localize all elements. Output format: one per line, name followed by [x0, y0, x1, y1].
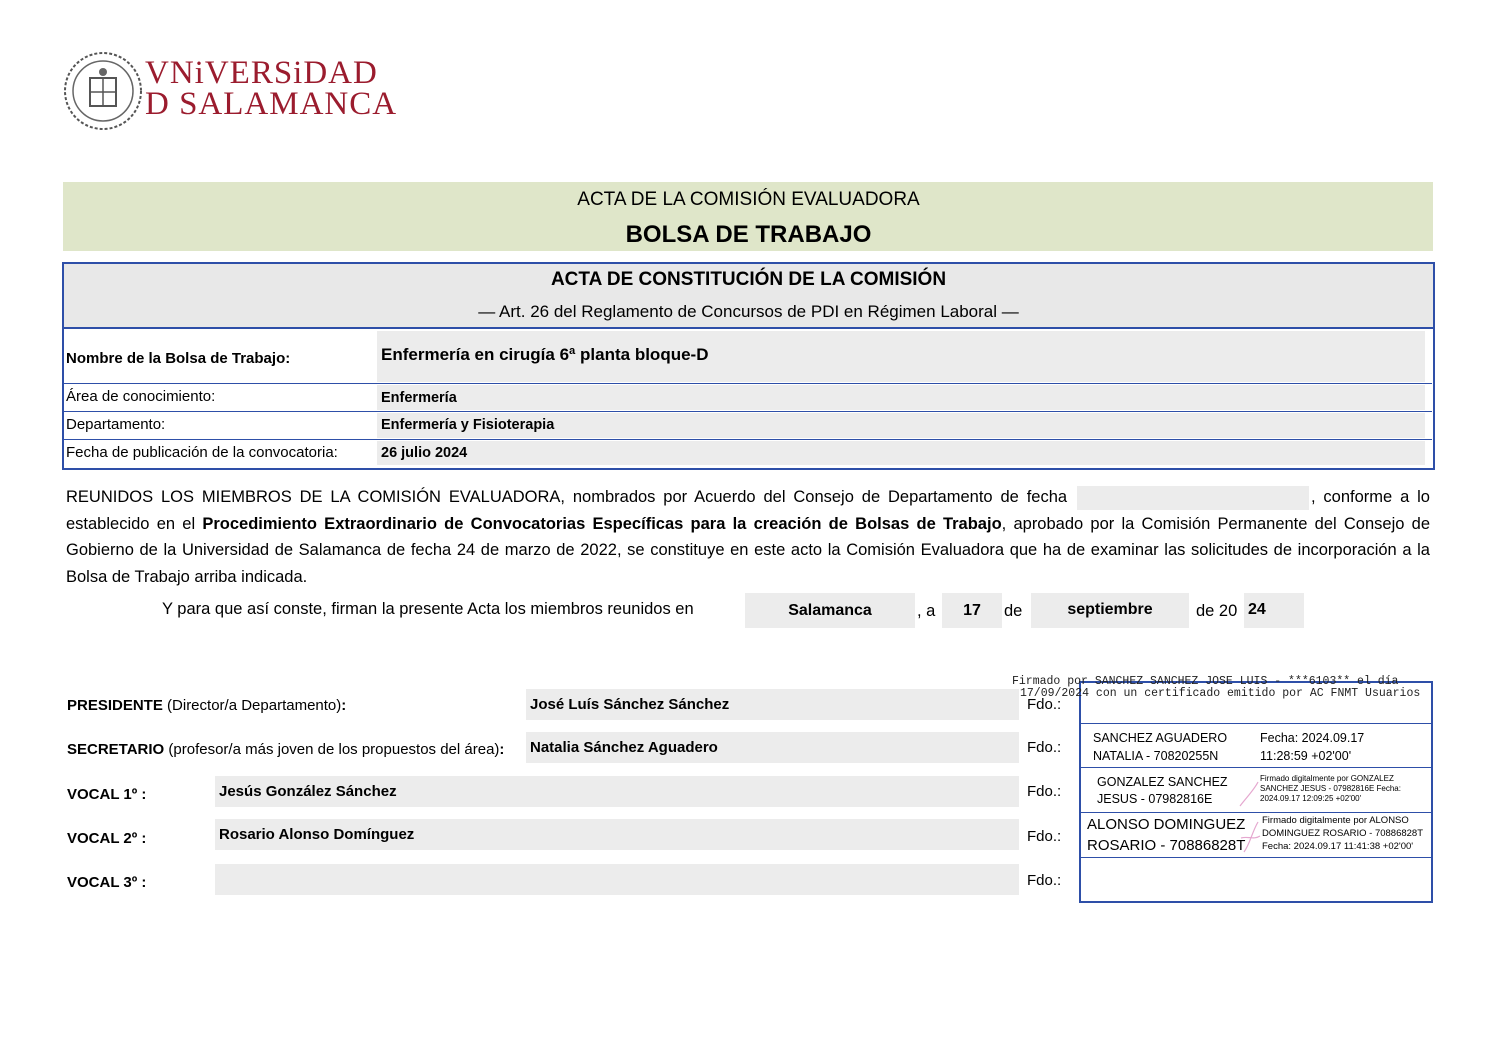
paragraph-procedure-name: Procedimiento Extraordinario de Convocatorias Específicas para la creación de Bolsas de Trabajo	[202, 514, 1002, 533]
signature-secretario-name: SANCHEZ AGUADERO NATALIA - 70820255N	[1093, 731, 1228, 763]
role-detail: (Director/a Departamento)	[167, 697, 342, 714]
paragraph-text-3: , aprobado por la Comisión Permanente del Consejo de Gobierno de la Universidad de Salamanca de fecha 24 de marzo de 2022, se constituye en este acto la Comisión Evaluadora que ha de examinar las solicitudes de incorporación a la Bolsa de Trabajo arriba indicada.	[66, 514, 1431, 586]
signature-vocal-2-scribble	[1238, 818, 1262, 854]
info-box-subtitle: — Art. 26 del Reglamento de Concursos de PDI en Régimen Laboral —	[478, 302, 1019, 321]
field-value-bolsa	[377, 331, 1425, 382]
field-value-fecha	[377, 441, 1425, 465]
fdo-label: Fdo.:	[1027, 828, 1062, 845]
area-value: Enfermería	[381, 390, 457, 406]
member-name-vocal-2: Rosario Alonso Domínguez	[215, 819, 1019, 850]
signature-vocal-2-name: ALONSO DOMINGUEZ ROSARIO - 70886828T	[1087, 816, 1246, 854]
bolsa-name: Enfermería en cirugía 6ª planta bloque-D	[381, 345, 709, 364]
fdo-label: Fdo.:	[1027, 739, 1062, 756]
signature-divider	[1081, 812, 1431, 813]
member-label-vocal-2: VOCAL 2º :	[67, 830, 147, 847]
field-label-fecha: Fecha de publicación de la convocatoria:	[66, 444, 338, 461]
digital-stamp-presidente	[1012, 676, 1452, 700]
place-field: Salamanca	[745, 593, 915, 628]
departamento-value: Enfermería y Fisioterapia	[381, 417, 555, 433]
fecha-value: 26 julio 2024	[381, 445, 468, 461]
body-paragraph	[66, 484, 1430, 590]
role-suffix: :	[499, 741, 505, 758]
row-divider	[64, 383, 1432, 384]
role-presidente: PRESIDENTE	[67, 697, 163, 714]
closing-text: Y para que así conste, firman la presente Acta los miembros reunidos en	[162, 600, 694, 618]
field-label-departamento: Departamento:	[66, 416, 166, 433]
signature-vocal-1-detail: Firmado digitalmente por GONZALEZ SANCHEZ JESUS - 07982816E Fecha: 2024.09.17 12:09:25 +02'00'	[1260, 774, 1401, 803]
member-name-secretario: Natalia Sánchez Aguadero	[526, 732, 1019, 763]
paragraph-text-2: , conforme a lo establecido en el	[66, 488, 1430, 533]
signature-secretario-date: Fecha: 2024.09.17 11:28:59 +02'00'	[1260, 731, 1365, 763]
university-seal-icon	[62, 50, 144, 132]
field-label-bolsa: Nombre de la Bolsa de Trabajo:	[66, 350, 291, 367]
field-value-departamento	[377, 413, 1425, 438]
document-subtitle: BOLSA DE TRABAJO	[625, 221, 872, 248]
year-field: 24	[1244, 593, 1304, 628]
signature-vocal-1-name: GONZALEZ SANCHEZ JESUS - 07982816E	[1097, 775, 1228, 806]
stamp-line-1: Firmado por SANCHEZ SANCHEZ JOSE LUIS - ***6103** el día	[1012, 675, 1399, 688]
role-detail: (profesor/a más joven de los propuestos del área)	[168, 741, 500, 758]
member-name-vocal-1: Jesús González Sánchez	[215, 776, 1019, 807]
signature-divider	[1081, 723, 1431, 724]
fdo-label: Fdo.:	[1027, 783, 1062, 800]
fdo-label: Fdo.:	[1027, 696, 1062, 713]
member-label-presidente	[67, 697, 346, 714]
member-label-vocal-1: VOCAL 1º :	[67, 786, 147, 803]
role-suffix: :	[341, 697, 347, 714]
info-box-title: ACTA DE CONSTITUCIÓN DE LA COMISIÓN	[550, 269, 947, 290]
member-name-vocal-3	[215, 864, 1019, 895]
month-field: septiembre	[1031, 593, 1189, 628]
field-label-area: Área de conocimiento:	[66, 388, 216, 405]
logo-line-1: VNiVERSiDAD	[145, 55, 378, 91]
signature-vocal-1-scribble	[1236, 778, 1262, 808]
fecha-acuerdo-blank	[1077, 486, 1309, 510]
day-field: 17	[942, 593, 1002, 628]
row-divider	[64, 439, 1432, 440]
closing-sep-year: de 20	[1196, 602, 1238, 620]
row-divider	[64, 411, 1432, 412]
closing-sep-de: de	[1004, 602, 1023, 620]
signature-divider	[1081, 767, 1431, 768]
university-name	[145, 55, 398, 122]
member-label-vocal-3: VOCAL 3º :	[67, 874, 147, 891]
document-title: ACTA DE LA COMISIÓN EVALUADORA	[577, 189, 920, 210]
paragraph-text-1: REUNIDOS LOS MIEMBROS DE LA COMISIÓN EVALUADORA, nombrados por Acuerdo del Consejo de Departamento de fecha	[66, 488, 1068, 506]
fdo-label: Fdo.:	[1027, 872, 1062, 889]
signature-divider	[1081, 857, 1431, 858]
role-secretario: SECRETARIO	[67, 741, 165, 758]
closing-sep-a: , a	[917, 602, 936, 620]
logo-line-2: D SALAMANCA	[145, 86, 398, 122]
member-label-secretario	[67, 741, 504, 758]
stamp-line-2: 17/09/2024 con un certificado emitido por AC FNMT Usuarios	[1020, 687, 1421, 700]
member-name-presidente: José Luís Sánchez Sánchez	[526, 689, 1019, 720]
signature-vocal-2-detail: Firmado digitalmente por ALONSO DOMINGUEZ ROSARIO - 70886828T Fecha: 2024.09.17 11:41:38 +02'00'	[1262, 815, 1423, 852]
field-value-area	[377, 385, 1425, 410]
